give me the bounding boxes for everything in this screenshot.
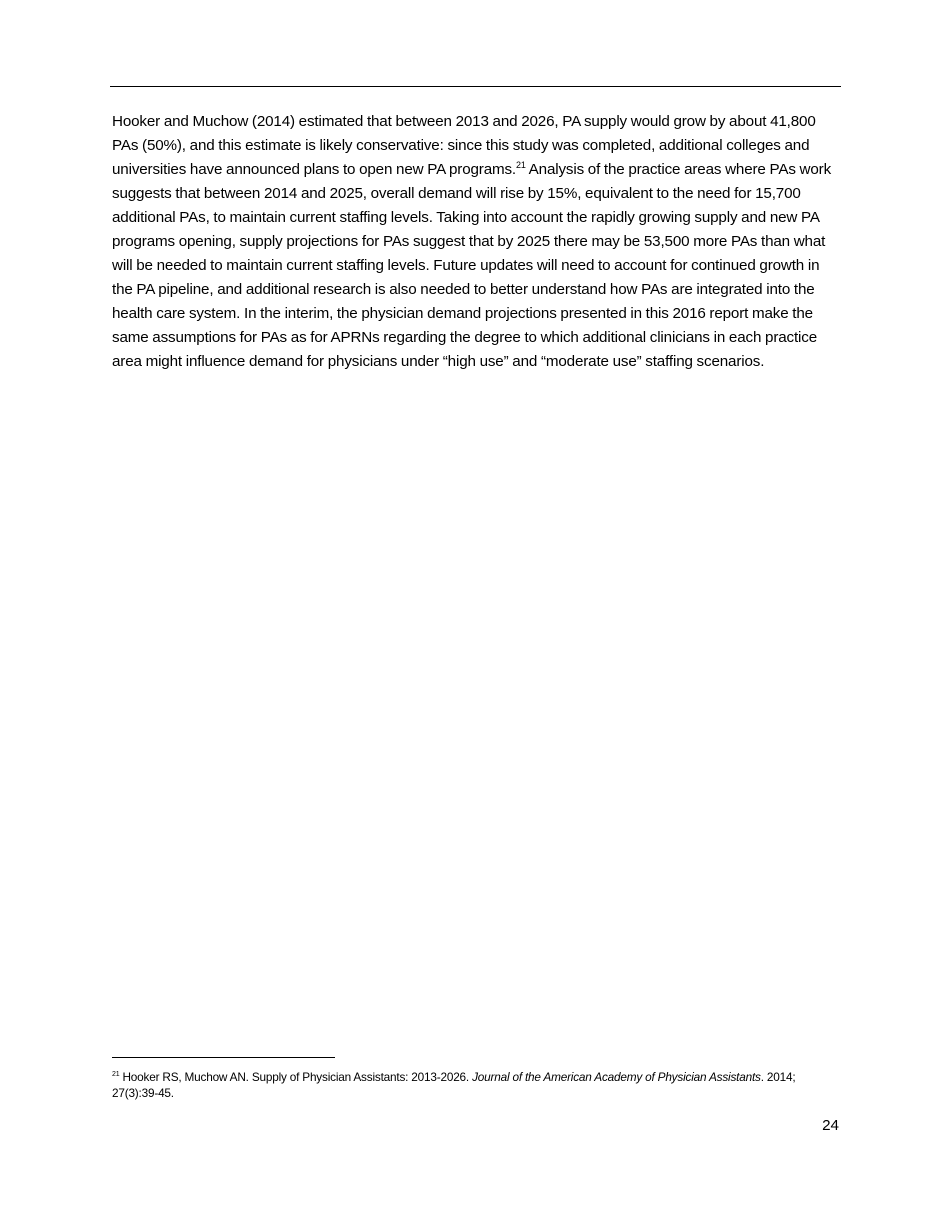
page-number: 24	[822, 1117, 839, 1134]
header-rule	[110, 86, 841, 87]
footnote-journal-title: Journal of the American Academy of Physician Assistants	[472, 1070, 761, 1084]
paragraph-text-part-1: Hooker and Muchow (2014) estimated that between 2013 and 2026, PA supply would grow by about 41,800 PAs (50%), and this estimate is likely conservative: since this study was completed, additional colleges and universities have announced plans to open new PA programs.	[112, 113, 816, 178]
footnote-separator	[112, 1057, 335, 1058]
paragraph-text-part-2: Analysis of the practice areas where PAs work suggests that between 2014 and 2025, overall demand will rise by 15%, equivalent to the need for 15,700 additional PAs, to maintain current staffing levels. Taking into account the rapidly growing supply and new PA programs opening, supply projections for PAs suggest that by 2025 there may be 53,500 more PAs than what will be needed to maintain current staffing levels. Future updates will need to account for continued growth in the PA pipeline, and additional research is also needed to better understand how PAs are integrated into the health care system. In the interim, the physician demand projections presented in this 2016 report make the same assumptions for PAs as for APRNs regarding the degree to which additional clinicians in each practice area might influence demand for physicians under “high use” and “moderate use” staffing scenarios.	[112, 161, 832, 370]
body-paragraph	[112, 110, 840, 374]
footnote-number: 21	[112, 1071, 120, 1078]
footnote-reference-21[interactable]: 21	[516, 160, 526, 170]
footnote-citation-details: . 2014; 27(3):39-45.	[112, 1070, 796, 1100]
footnote-citation-text: Hooker RS, Muchow AN. Supply of Physician Assistants: 2013-2026.	[119, 1070, 473, 1084]
footnote-21	[112, 1069, 842, 1101]
